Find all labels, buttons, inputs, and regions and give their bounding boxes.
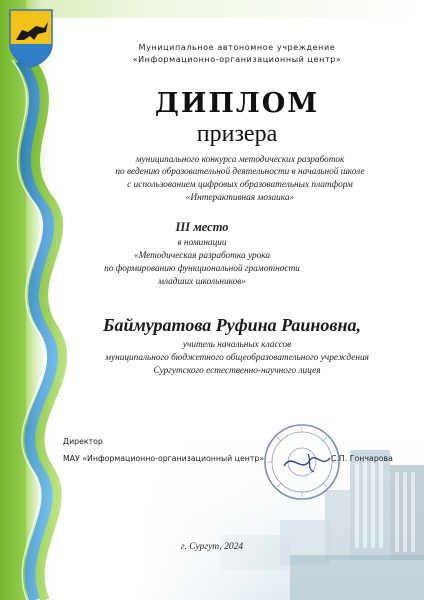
diploma-title: ДИПЛОМ (154, 88, 320, 119)
recipient-institution-2: Сургутского естественно-научного лицея (153, 366, 321, 376)
recipient-position: учитель начальных классов (182, 340, 292, 350)
competition-line-2: по ведению образовательной деятельности в начальной школе (115, 167, 365, 177)
crest-icon (8, 8, 54, 68)
signature-title: Директор (63, 437, 103, 446)
competition-line-4: «Интерактивная мозаика» (185, 193, 295, 203)
diploma-subtitle: призера (196, 121, 278, 147)
nomination-line-3: младших школьников» (158, 277, 246, 287)
place-date: г. Сургут, 2024 (180, 542, 244, 552)
competition-line-3: с использованием цифровых образовательных платформ (127, 180, 353, 190)
org-line-2: «Информационно-организационный центр» (132, 55, 342, 64)
signature-org: МАУ «Информационно-организационный центр» (63, 454, 265, 463)
place-text: III место (175, 220, 229, 234)
nomination-intro: в номинации (177, 238, 227, 248)
recipient-institution-1: муниципального бюджетного общеобразовательного учреждения (105, 353, 369, 363)
nomination-line-2: по формированию функциональной грамотности (104, 264, 300, 274)
nomination-line-1: «Методическая разработка урока (133, 251, 271, 261)
seal-icon (262, 422, 342, 502)
org-line-1: Муниципальное автономное учреждение (138, 43, 336, 52)
competition-line-1: муниципального конкурса методических разработок (135, 155, 345, 165)
recipient-name: Баймуратова Руфина Раиновна, (103, 315, 361, 335)
signer-name: С.П. Гончарова (331, 454, 393, 463)
